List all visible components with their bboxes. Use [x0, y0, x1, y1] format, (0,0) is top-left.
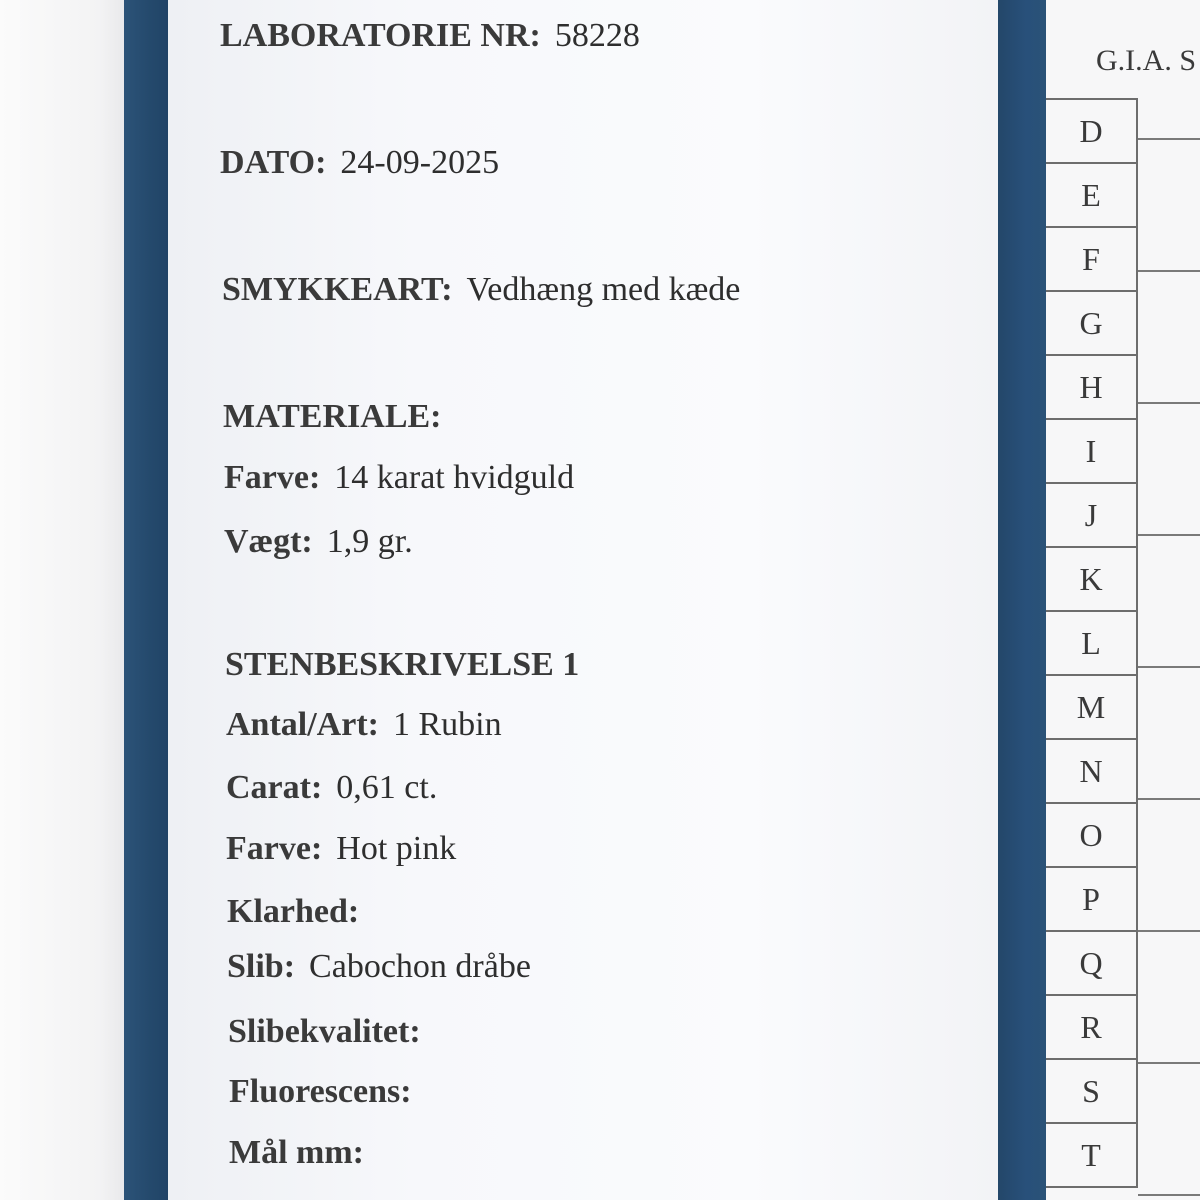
- gia-grade-column: [1046, 98, 1138, 1188]
- stone-cut-quality-field: [228, 1012, 435, 1052]
- stone-color-label: Farve:: [226, 830, 323, 867]
- stone-carat-field: [226, 768, 437, 808]
- grade-cell-t: T: [1046, 1124, 1138, 1188]
- stone-carat-value: 0,61 ct.: [336, 769, 438, 806]
- grade-cell-e: E: [1046, 164, 1138, 228]
- grade-cell-m: M: [1046, 676, 1138, 740]
- material-weight-field: [224, 522, 413, 562]
- stone-count-value: 1 Rubin: [392, 706, 502, 743]
- grade-cell-g: G: [1046, 292, 1138, 356]
- lab-number-value: 58228: [554, 17, 640, 54]
- grade-cell-s: S: [1046, 1060, 1138, 1124]
- grade-cell-n: N: [1046, 740, 1138, 804]
- date-field: [220, 143, 499, 183]
- stone-clarity-label: Klarhed:: [227, 893, 360, 930]
- grade-group-rule: [1138, 798, 1200, 800]
- grade-cell-j: J: [1046, 484, 1138, 548]
- stone-color-field: [226, 829, 456, 869]
- grade-group-rule: [1138, 402, 1200, 404]
- stone-size-label: Mål mm:: [229, 1134, 365, 1171]
- jewelry-type-label: SMYKKEART:: [222, 271, 453, 308]
- grade-cell-f: F: [1046, 228, 1138, 292]
- stone-heading: STENBESKRIVELSE 1: [225, 646, 580, 683]
- grade-group-rule: [1138, 138, 1200, 140]
- gia-scale-header: G.I.A. S: [1096, 44, 1197, 77]
- grade-cell-h: H: [1046, 356, 1138, 420]
- material-weight-label: Vægt:: [224, 523, 313, 560]
- stone-color-value: Hot pink: [336, 830, 457, 867]
- grade-cell-o: O: [1046, 804, 1138, 868]
- stone-count-field: [226, 705, 502, 745]
- stone-cut-quality-label: Slibekvalitet:: [228, 1013, 421, 1050]
- lab-number-label: LABORATORIE NR:: [220, 17, 541, 54]
- grade-group-rule: [1138, 270, 1200, 272]
- jewelry-type-value: Vedhæng med kæde: [466, 271, 741, 308]
- stone-cut-value: Cabochon dråbe: [309, 948, 531, 985]
- grade-cell-r: R: [1046, 996, 1138, 1060]
- date-label: DATO:: [220, 144, 327, 181]
- folder-frame-right: [996, 0, 1046, 1200]
- grade-cell-l: L: [1046, 612, 1138, 676]
- stone-cut-label: Slib:: [227, 948, 296, 985]
- stone-size-field: [229, 1133, 378, 1173]
- material-color-value: 14 karat hvidguld: [334, 459, 575, 496]
- grade-group-rule: [1138, 1062, 1200, 1064]
- grade-group-rule: [1138, 534, 1200, 536]
- grade-cell-p: P: [1046, 868, 1138, 932]
- left-page: [0, 0, 124, 1200]
- stone-cut-field: [227, 947, 531, 987]
- lab-number-field: [220, 16, 640, 56]
- grade-group-rule: [1138, 930, 1200, 932]
- stone-fluorescence-label: Fluorescens:: [229, 1073, 412, 1110]
- grade-group-rule: [1138, 666, 1200, 668]
- stone-fluorescence-field: [229, 1072, 426, 1112]
- stone-clarity-field: [227, 892, 373, 932]
- grade-cell-q: Q: [1046, 932, 1138, 996]
- material-weight-value: 1,9 gr.: [326, 523, 413, 560]
- grade-cell-i: I: [1046, 420, 1138, 484]
- material-color-field: [224, 458, 574, 498]
- grade-group-rule: [1138, 1194, 1200, 1196]
- date-value: 24-09-2025: [340, 144, 500, 181]
- stone-carat-label: Carat:: [226, 769, 323, 806]
- gia-color-scale-sheet: [1046, 0, 1200, 1200]
- grade-cell-k: K: [1046, 548, 1138, 612]
- jewelry-type-field: [222, 270, 740, 310]
- certificate-card: [168, 0, 998, 1200]
- material-color-label: Farve:: [224, 459, 321, 496]
- gia-grade-rules: [1138, 98, 1200, 1200]
- material-heading: MATERIALE:: [223, 398, 442, 435]
- grade-cell-d: D: [1046, 100, 1138, 164]
- stone-count-label: Antal/Art:: [226, 706, 379, 743]
